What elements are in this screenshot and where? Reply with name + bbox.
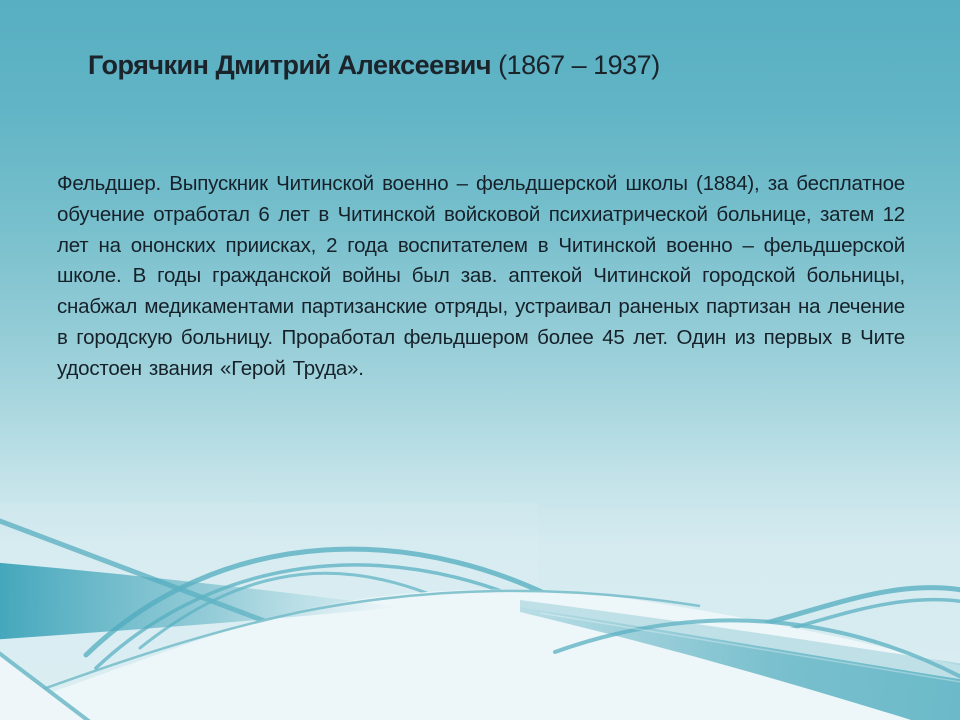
wave-decoration-graphic	[0, 440, 960, 720]
page-title	[88, 50, 908, 81]
title-person-name: Горячкин Дмитрий Алексеевич	[88, 50, 492, 80]
title-life-dates: (1867 – 1937)	[491, 50, 660, 80]
biography-text: Фельдшер. Выпускник Читинской военно – фельдшерской школы (1884), за бесплатное обучение отработал 6 лет в Читинской войсковой психиатрической больнице, затем 12 лет на ононских приисках, 2 года воспитателем в Читинской военно – фельдшерской школе. В годы гражданской войны был зав. аптекой Читинской городской больницы, снабжал медикаментами партизанские отряды, устраивал раненых партизан на лечение в городскую больницу. Проработал фельдшером более 45 лет. Один из первых в Чите удостоен звания «Герой Труда».	[57, 172, 905, 380]
